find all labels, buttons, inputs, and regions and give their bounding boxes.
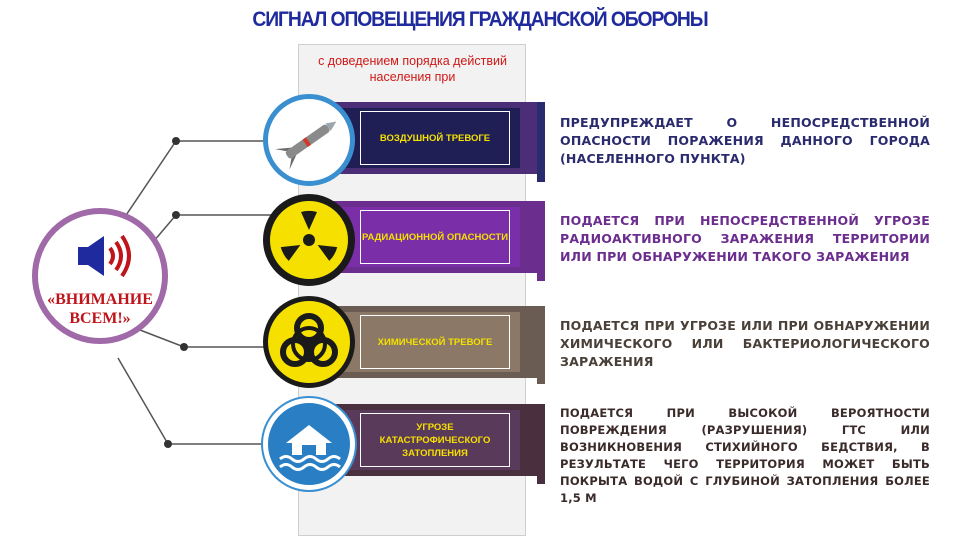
connector-dot-2	[172, 211, 180, 219]
signal-label-2: РАДИАЦИОННОЙ ОПАСНОСТИ	[360, 210, 510, 264]
missile-icon	[263, 94, 355, 186]
signal-label-3: ХИМИЧЕСКОЙ ТРЕВОГЕ	[360, 315, 510, 369]
flood-house-icon	[263, 398, 355, 490]
separator-2	[537, 201, 545, 281]
signal-label-1: ВОЗДУШНОЙ ТРЕВОГЕ	[360, 111, 510, 165]
biohazard-icon	[263, 296, 355, 388]
signal-description-4: ПОДАЕТСЯ ПРИ ВЫСОКОЙ ВЕРОЯТНОСТИ ПОВРЕЖДЕНИЯ (РАЗРУШЕНИЯ) ГТС ИЛИ ВОЗНИКНОВЕНИЯ СТИХИЙНОГО БЕДСТВИЯ, В РЕЗУЛЬТАТЕ ЧЕГО ТЕРРИТОРИЯ МОЖЕТ БЫТЬ ПОКРЫТА ВОДОЙ С ГЛУБИНОЙ ЗАТОПЛЕНИЯ БОЛЕЕ 1,5 М	[560, 406, 930, 505]
radiation-icon	[263, 194, 355, 286]
page-title: СИГНАЛ ОПОВЕЩЕНИЯ ГРАЖДАНСКОЙ ОБОРОНЫ	[252, 8, 708, 31]
connector-dot-1	[172, 137, 180, 145]
signal-description-1: ПРЕДУПРЕЖДАЕТ О НЕПОСРЕДСТВЕННОЙ ОПАСНОСТИ ПОРАЖЕНИЯ ДАННОГО ГОРОДА (НАСЕЛЕННОГО ПУНКТА)	[560, 115, 930, 166]
connector-dot-4	[164, 440, 172, 448]
separator-4	[537, 404, 545, 484]
signal-label-4: УГРОЗЕ КАТАСТРОФИЧЕСКОГО ЗАТОПЛЕНИЯ	[360, 413, 510, 467]
attention-circle	[32, 208, 168, 344]
connector-dot-3	[180, 343, 188, 351]
signal-description-2: ПОДАЕТСЯ ПРИ НЕПОСРЕДСТВЕННОЙ УГРОЗЕ РАДИОАКТИВНОГО ЗАРАЖЕНИЯ ТЕРРИТОРИИ ИЛИ ПРИ ОБНАРУЖЕНИИ ТАКОГО ЗАРАЖЕНИЯ	[560, 213, 930, 264]
signal-description-3: ПОДАЕТСЯ ПРИ УГРОЗЕ ИЛИ ПРИ ОБНАРУЖЕНИИ ХИМИЧЕСКОГО ИЛИ БАКТЕРИОЛОГИЧЕСКОГО ЗАРАЖЕНИЯ	[560, 318, 930, 369]
subtitle: с доведением порядка действий населения при	[318, 54, 507, 84]
attention-label: «ВНИМАНИЕ ВСЕМ!»	[47, 291, 153, 327]
separator-1	[537, 102, 545, 182]
separator-3	[537, 306, 545, 384]
speaker-icon	[74, 232, 138, 282]
